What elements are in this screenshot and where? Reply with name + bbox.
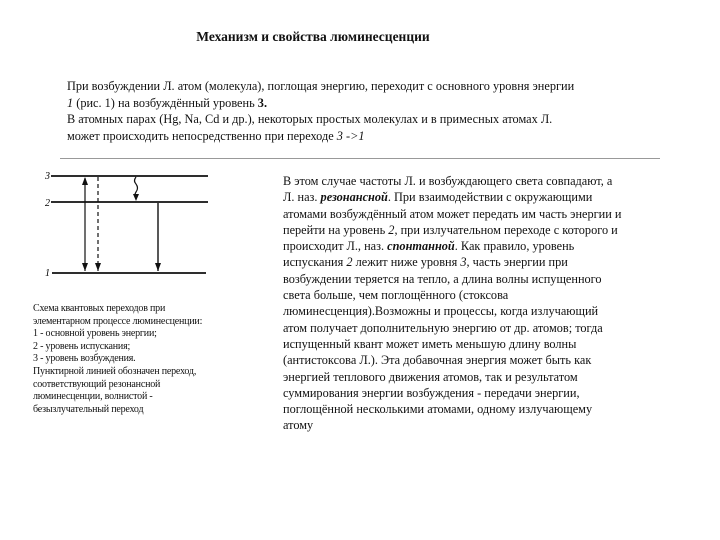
body-line: энергией теплового движения атомов, так и результатом <box>283 369 578 384</box>
body-line <box>283 222 622 238</box>
caption-line: Пунктирной линией обозначен переход, <box>33 365 197 377</box>
text: . Как правило, уровень <box>454 239 575 254</box>
body-line <box>283 254 622 270</box>
body-line: атомами возбуждённый атом может передать им часть энергии и <box>283 206 622 221</box>
text: (рис. 1) на возбуждённый уровень <box>73 95 258 110</box>
caption-line: 2 - уровень испускания; <box>33 340 131 352</box>
text: может происходить непосредственно при переходе <box>67 128 337 143</box>
level-label-3: 3 <box>45 171 50 182</box>
text: перейти на уровень <box>283 222 389 237</box>
text: , часть энергии при <box>466 255 568 270</box>
intro-line <box>67 95 574 112</box>
body-line: атому <box>283 418 314 433</box>
caption-line: 3 - уровень возбуждения. <box>33 353 136 365</box>
level-ref: 3 <box>257 95 264 110</box>
body-line <box>283 238 622 254</box>
intro-line: В атомных парах (Hg, Na, Cd и др.), некоторых простых молекулах и в примесных атомах Л. <box>67 112 553 126</box>
caption-line: безызлучательный переход <box>33 403 144 415</box>
text: Л. наз. <box>283 190 321 205</box>
body-line: атом получает дополнительную энергию от др. атомов; тогда <box>283 320 603 335</box>
text: лежит ниже уровня <box>352 255 461 270</box>
caption-line: элементарном процессе люминесценции: <box>33 315 203 327</box>
body-paragraph <box>283 173 622 434</box>
level-ref: 2 <box>388 222 395 237</box>
term-resonant: резонансной <box>320 190 388 205</box>
level-label-1: 1 <box>45 268 50 279</box>
caption-line: Схема квантовых переходов при <box>33 303 166 314</box>
caption-line: люминесценции, волнистой - <box>33 391 153 403</box>
text: испускания <box>283 255 347 270</box>
divider <box>60 158 660 159</box>
level-ref: 2 <box>346 255 353 270</box>
caption-line: 1 - основной уровень энергии; <box>33 328 157 340</box>
intro-paragraph <box>67 78 574 144</box>
body-line <box>283 189 622 205</box>
intro-line <box>67 128 574 145</box>
body-line: (антистоксова Л.). Эта добавочная энергия может быть как <box>283 353 592 368</box>
body-line: поглощённой несколькими атомами, одному излучающему <box>283 402 593 417</box>
term-spontaneous: спонтанной <box>387 239 455 254</box>
text: , при излучательном переходе с которого и <box>394 222 618 237</box>
body-line: суммирования энергии возбуждения - передачи энергии, <box>283 385 580 400</box>
text: происходит Л., наз. <box>283 239 388 254</box>
figure-caption <box>33 303 202 416</box>
text: . При взаимодействии с окружающими <box>387 190 593 205</box>
energy-level-diagram <box>30 165 220 285</box>
level-ref: 3 <box>460 255 467 270</box>
body-line: возбуждении теряется на тепло, а длина волны испущенного <box>283 271 602 286</box>
intro-line: При возбуждении Л. атом (молекула), поглощая энергию, переходит с основного уровня энергии <box>67 79 575 93</box>
body-line: света больше, чем поглощённого (стоксова <box>283 288 509 303</box>
body-line: люминесценция).Возможны и процессы, когда излучающий <box>283 304 599 319</box>
period: . <box>263 95 268 110</box>
transition-ref: 3 ->1 <box>336 128 365 143</box>
caption-line: соответствующий резонансной <box>33 378 161 390</box>
level-ref: 1 <box>67 95 74 110</box>
body-line: В этом случае частоты Л. и возбуждающего света совпадают, а <box>283 174 613 188</box>
level-label-2: 2 <box>45 198 50 209</box>
body-line: испущенный квант может иметь меньшую длину волны <box>283 336 577 351</box>
page-title: Механизм и свойства люминесценции <box>196 29 430 44</box>
